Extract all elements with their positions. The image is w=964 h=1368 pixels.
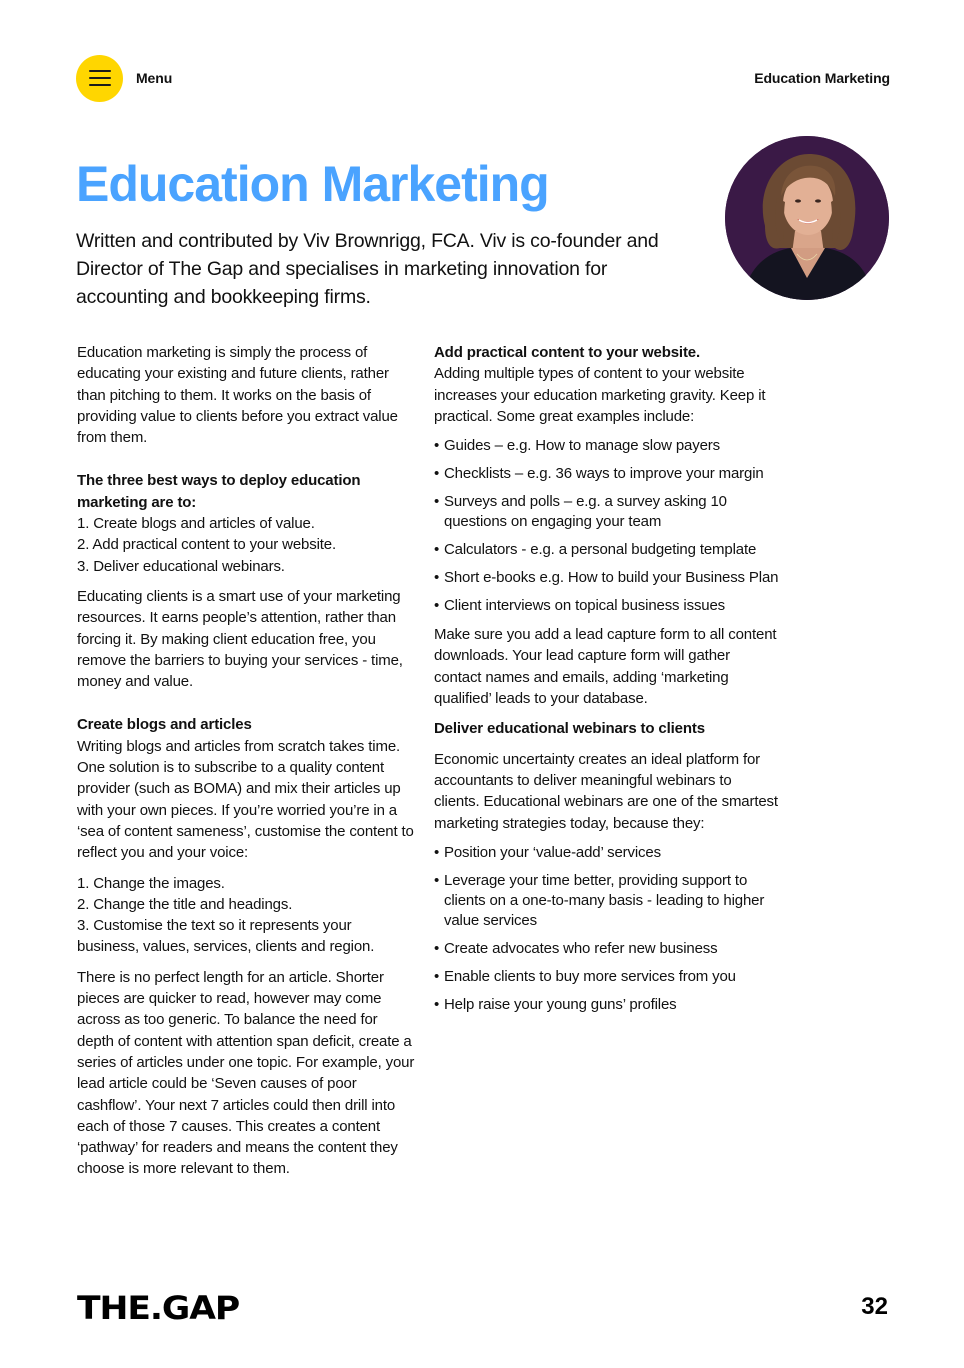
list-item: • Short e-books e.g. How to build your Business Plan [434,568,779,588]
examples-list [434,436,779,616]
list-item: • Checklists – e.g. 36 ways to improve your margin [434,464,779,484]
list-item: • Client interviews on topical business issues [434,596,779,616]
list-item: • Leverage your time better, providing support to clients on a one-to-many basis - leading to higher value services [434,871,779,931]
author-avatar [725,136,889,300]
customise-steps-list [77,873,417,958]
list-item: • Create advocates who refer new business [434,939,779,959]
lead-capture-paragraph: Make sure you add a lead capture form to all content downloads. Your lead capture form will gather contact names and emails, adding ‘marketing qualified’ leads to your database. [434,626,777,708]
list-item: • Enable clients to buy more services from you [434,967,779,987]
page-title: Education Marketing [76,156,549,212]
list-item: 3. Customise the text so it represents your business, values, services, clients and region. [77,917,375,956]
author-intro: Written and contributed by Viv Brownrigg, FCA. Viv is co-founder and Director of The Gap and specialises in marketing innovation for accounting and bookkeeping firms. [76,230,659,308]
list-item: • Surveys and polls – e.g. a survey asking 10 questions on engaging your team [434,492,779,532]
list-item: 2. Change the title and headings. [77,895,293,913]
author-portrait-image [725,136,889,300]
practical-heading: Add practical content to your website. [434,344,701,361]
list-item: • Calculators - e.g. a personal budgeting template [434,540,779,560]
blogs-section [77,714,417,863]
list-item: • Help raise your young guns’ profiles [434,995,779,1015]
the-gap-logo: THE.GAP [77,1289,240,1327]
list-item: • Position your ‘value-add’ services [434,843,779,863]
list-item: 1. Change the images. [77,874,225,892]
practical-text: Adding multiple types of content to your website increases your education marketing gravity. Keep it practical. Some great examples include: [434,365,766,425]
blogs-heading: Create blogs and articles [77,716,252,734]
blogs-text: Writing blogs and articles from scratch takes time. One solution is to subscribe to a quality content provider (such as BOMA) and mix their articles up with your own pieces. If you’re worried you’re in a ‘sea of content sameness’, customise the content to reflect you and your voice: [77,737,414,862]
list-item: 2. Add practical content to your website. [77,536,337,554]
practical-section [434,342,779,427]
page-number: 32 [861,1293,888,1320]
left-column [77,342,417,1189]
right-column [434,342,779,1023]
webinars-text: Economic uncertainty creates an ideal platform for accountants to deliver meaningful webinars to clients. Educational webinars are one of the smartest marketing strategies today, because they: [434,750,778,832]
deploy-ways-section [77,470,417,576]
deploy-ways-list [77,513,417,577]
section-label: Education Marketing [754,70,890,86]
menu-button[interactable] [76,55,172,102]
list-item: • Guides – e.g. How to manage slow payers [434,436,779,456]
webinars-heading: Deliver educational webinars to clients [434,720,705,738]
educating-paragraph: Educating clients is a smart use of your marketing resources. It earns people’s attention, rather than forcing it. By making client education free, you remove the barriers to buying your services - time, money and value. [77,587,403,691]
intro-paragraph: Education marketing is simply the process of educating your existing and future clients, rather than pitching to them. It works on the basis of providing value to clients before you extract value from them. [77,344,398,447]
article-length-paragraph: There is no perfect length for an article. Shorter pieces are quicker to read, however may come across as too generic. To balance the need for depth of content with attention span deficit, create a series of articles under one topic. For example, your lead article could be ‘Seven causes of poor cashflow’. Your next 7 articles could then drill into each of those 7 causes. This creates a content ‘pathway’ for readers and means the content they choose is more relevant to them. [77,968,415,1178]
hamburger-icon[interactable] [76,55,123,102]
list-item: 3. Deliver educational webinars. [77,557,285,575]
deploy-ways-heading: The three best ways to deploy education marketing are to: [77,472,361,511]
menu-label[interactable]: Menu [136,70,173,86]
top-bar [76,54,890,102]
webinar-benefits-list [434,843,779,1015]
list-item: 1. Create blogs and articles of value. [77,515,315,533]
